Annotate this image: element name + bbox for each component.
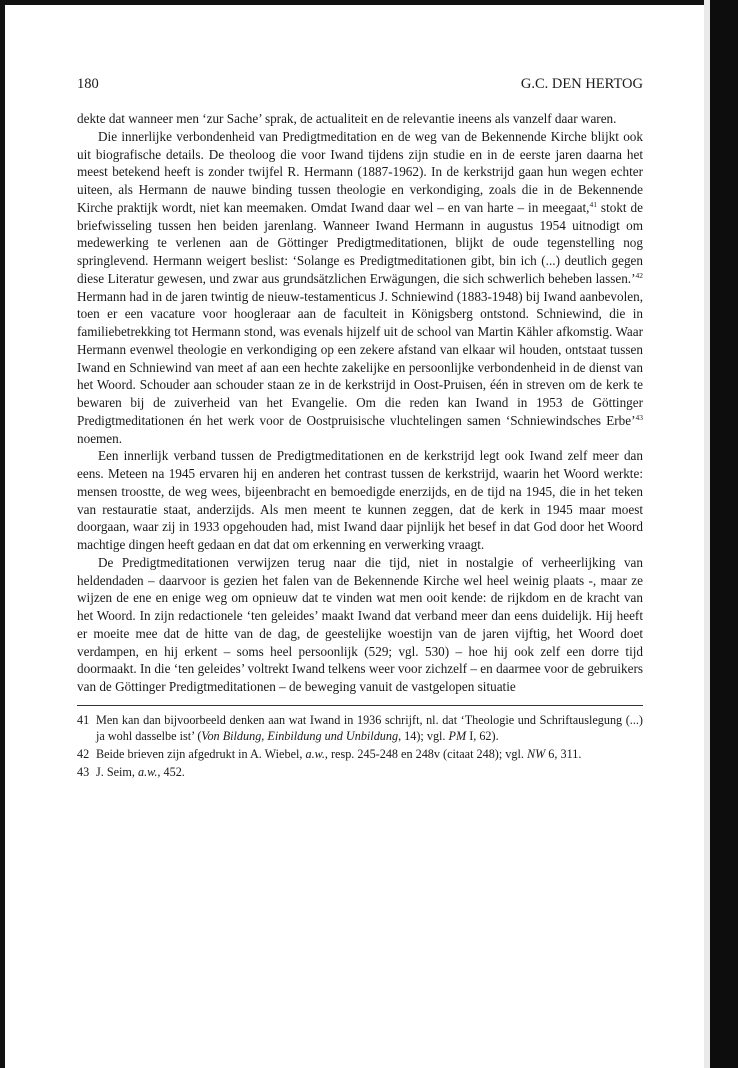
- body-text: [77, 110, 643, 696]
- paragraph-2-part-b: stokt de briefwisseling tussen hen beiden jarenlang. Wanneer Iwand Hermann in augustus 1954 uitnodigt om medewerking te verlenen aan de Göttinger Predigtmeditationen, blijkt de oude tegenstelling nog springlevend. Hermann weigert beslist: ‘Solange es Predigtmeditationen gibt, bin ich (...) deutlich gegen diese Literatur gewesen, und zwar aus grundsätzlichen Erwägungen, die sich schwerlich beheben lassen.’: [77, 199, 643, 286]
- footnote-text-a: Beide brieven zijn afgedrukt in A. Wiebel,: [96, 746, 306, 761]
- footnote-text-b: , resp. 245-248 en 248v (citaat 248); vgl.: [324, 746, 527, 761]
- footnote-41: [77, 712, 643, 745]
- footnote-number: 41: [77, 712, 90, 727]
- footnote-italic-title: a.w.: [305, 746, 325, 761]
- paragraph-1: dekte dat wanneer men ‘zur Sache’ sprak, de actualiteit en de relevantie ineens als vanzelf daar waren.: [77, 111, 617, 126]
- scan-border-left: [0, 0, 5, 1068]
- footnote-text-b: , 452.: [157, 764, 185, 779]
- footnote-number: 43: [77, 764, 90, 779]
- footnote-ref-42[interactable]: 42: [635, 270, 643, 280]
- scan-border-top: [0, 0, 738, 5]
- running-head: [77, 76, 643, 93]
- footnote-text-b: , 14); vgl.: [398, 729, 449, 744]
- footnotes: [77, 712, 643, 780]
- paragraph-4: De Predigtmeditationen verwijzen terug naar die tijd, niet in nostalgie of verheerlijking van heldendaden – daarvoor is gezien het falen van de Bekennende Kirche wel heel weinig plaats -, maar ze wijzen de ene en enige weg om opnieuw dat te vinden wat men ooit kende: de rijkdom en de kracht van het Woord. In zijn redactionele ‘ten geleides’ maakt Iwand dat verband meer dan eens duidelijk. Hij heeft er moeite mee dat de hitte van de dag, de geestelijke woestijn van de jaren vijftig, het Woord doet verdampen, en hij erkent – soms heel persoonlijk (529; vgl. 530) – hoe hij ook zelf een dorre tijd doormaakt. In die ‘ten geleides’ voltrekt Iwand telkens weer voor zichzelf – en daarmee voor de gebruikers van de Göttinger Predigtmeditationen – de beweging vanuit de vastgelopen situatie: [77, 554, 643, 694]
- footnote-43: [77, 764, 643, 781]
- footnote-text-c: I, 62).: [466, 729, 499, 744]
- footnote-italic-title: a.w.: [137, 764, 158, 779]
- scan-border-right: [710, 0, 738, 1068]
- paragraph-2-part-d: noemen.: [77, 430, 123, 446]
- book-page: [77, 76, 643, 781]
- footnote-number: 42: [77, 746, 90, 761]
- footnote-italic-abbrev: NW: [526, 746, 546, 761]
- page-number: 180: [77, 76, 99, 92]
- footnote-ref-41[interactable]: 41: [589, 199, 597, 209]
- paragraph-2-part-c: Hermann had in de jaren twintig de nieuw-testamenticus J. Schniewind (1883-1948) bij Iwand aanbevolen, toen er een vacature voor hoogleraar aan de faculteit in Königsberg ontstond. Schniewind, die in familiebetrekking tot Hermann stond, was evenals hijzelf uit de school van Martin Kähler afkomstig. Waar Hermann evenwel theologie en verkondiging op een zekere afstand van elkaar wil houden, ontstaat tussen Iwand en Schniewind van meet af aan een hechte zakelijke en persoonlijke verbondenheid in de dienst van het Woord. Schouder aan schouder staan ze in de kerkstrijd in Oost-Pruisen, één in streven om de kerk te bewaren bij de zuiverheid van het Evangelie. Om die reden kan Iwand in 1953 de Göttinger Predigtmeditationen én het werk voor de Oostpruisische vluchtelingen samen ‘Schniewindsches Erbe’: [77, 288, 643, 428]
- footnote-text: [96, 712, 643, 745]
- footnote-text-a: Men kan dan bijvoorbeeld denken aan wat Iwand in 1936 schrijft, nl. dat ‘Theologie und Schriftauslegung (...) ja wohl dasselbe ist’ (: [96, 712, 643, 744]
- footnote-text: [96, 746, 643, 763]
- paragraph-3: Een innerlijk verband tussen de Predigtmeditationen en de kerkstrijd legt ook Iwand zelf meer dan eens. Meteen na 1945 ervaren hij en anderen het contrast tussen de kerkstrijd, waarin het Woord werkte: mensen troostte, de weg wees, bijeenbracht en bemoedigde enerzijds, en de tijd na 1945, die in het teken van restauratie staat, anderzijds. Als men meent te kunnen zeggen, dat de kerk in 1945 maar moest doorgaan, waar zij in 1933 opgehouden had, mist Iwand daar pijnlijk het besef in dat God door het Woord machtige dingen heeft gedaan en dat dat om erkenning en verwerking vraagt.: [77, 448, 643, 552]
- footnote-ref-43[interactable]: 43: [635, 412, 643, 422]
- footnote-42: [77, 746, 643, 763]
- running-author: G.C. DEN HERTOG: [520, 76, 643, 92]
- footnote-text-c: 6, 311.: [545, 746, 582, 761]
- footnote-italic-title: Von Bildung, Einbildung und Unbildung: [201, 729, 399, 744]
- footnote-divider: [77, 705, 643, 706]
- footnote-text: [96, 764, 643, 781]
- paragraph-2-part-a: Die innerlijke verbondenheid van Predigtmeditation en de weg van de Bekennende Kirche blijkt ook uit biografische details. De theoloog die voor Iwand tijdens zijn studie en in de eerste jaren daarna het meest betekend heeft is zonder twijfel R. Hermann (1887-1962). In de kerkstrijd gaan hun wegen echter uiteen, als Hermann de nauwe binding tussen theologie en verkondiging, zoals die in de Bekennende Kirche praktijk wordt, niet kan meemaken. Omdat Iwand daar wel – en van harte – in meegaat,: [77, 128, 643, 215]
- footnote-text-a: J. Seim,: [96, 764, 138, 779]
- paragraph-2: [77, 128, 643, 448]
- footnote-italic-abbrev: PM: [448, 729, 467, 744]
